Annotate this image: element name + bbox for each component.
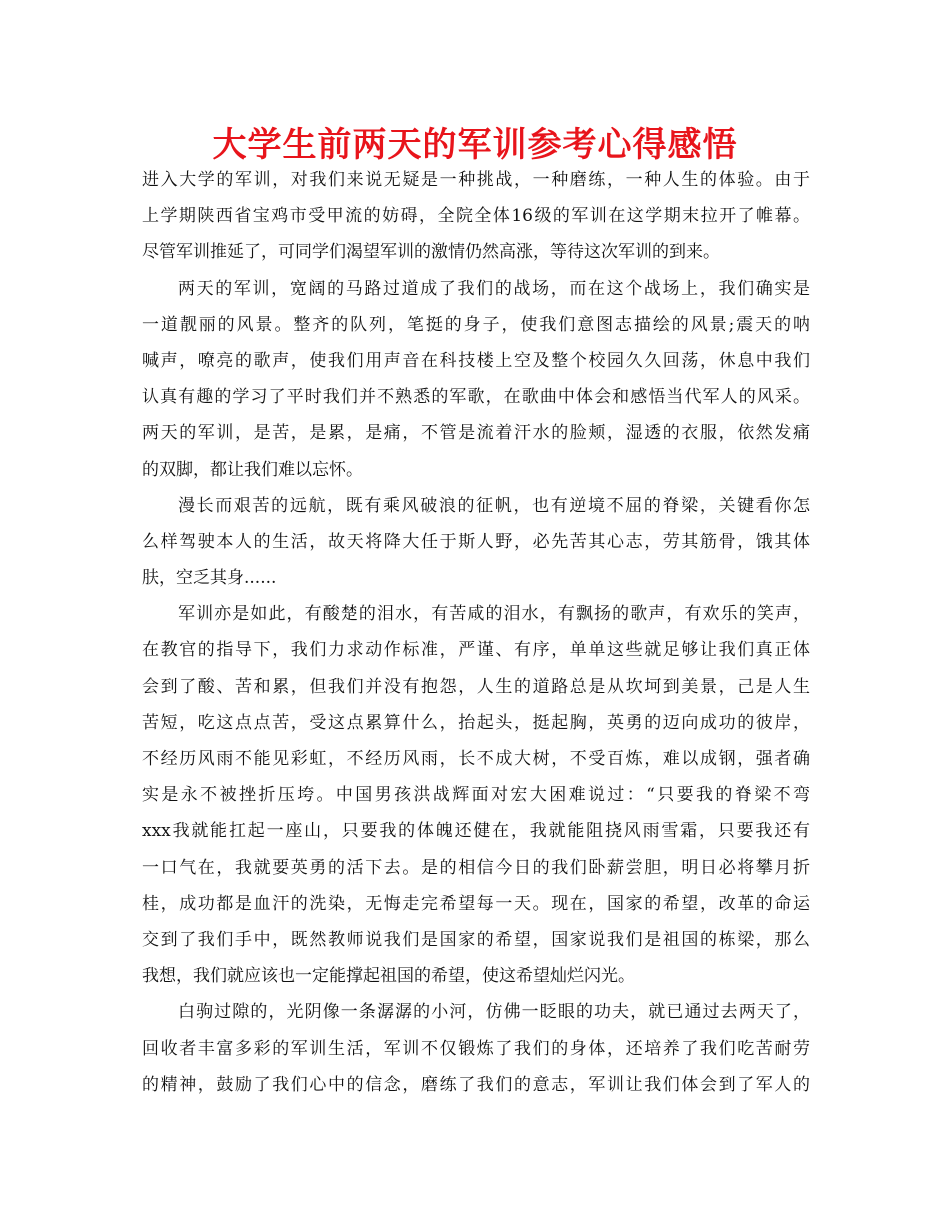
document-body <box>142 162 810 1103</box>
text-line: 么样驾驶本人的生活，故天将降大任于斯人野，必先苦其心志，劳其筋骨，饿其体 <box>142 531 810 552</box>
text-line: 两天的军训，宽阔的马路过道成了我们的战场，而在这个战场上，我们确实是 <box>178 278 810 299</box>
text-line: 会到了酸、苦和累，但我们并没有抱怨，人生的道路总是从坎坷到美景，己是人生 <box>142 676 810 697</box>
text-line: 一口气在，我就要英勇的活下去。是的相信今日的我们卧薪尝胆，明日必将攀月折 <box>142 857 810 878</box>
text-line: 桂，成功都是血汗的洗染，无悔走完希望每一天。现在，国家的希望，改革的命运 <box>142 893 810 914</box>
text-line: 一道靓丽的风景。整齐的队列，笔挺的身子，使我们意图志描绘的风景;震天的呐 <box>142 314 810 335</box>
text-line: 白驹过隙的，光阴像一条潺潺的小河，仿佛一眨眼的功夫，就已通过去两天了， <box>178 1002 810 1023</box>
text-line: 两天的军训，是苦，是累，是痛，不管是流着汗水的脸颊，湿透的衣服，依然发痛 <box>142 423 810 444</box>
text-line: 在教官的指导下，我们力求动作标准，严谨、有序，单单这些就足够让我们真正体 <box>142 640 810 661</box>
text-line: 不经历风雨不能见彩虹，不经历风雨，长不成大树，不受百炼，难以成钢，强者确 <box>142 749 810 769</box>
document-title: 大学生前两天的军训参考心得感悟 <box>212 125 738 165</box>
text-line: 军训亦是如此，有酸楚的泪水，有苦咸的泪水，有飘扬的歌声，有欢乐的笑声， <box>178 604 810 625</box>
text-line: 交到了我们手中，既然教师说我们是国家的希望，国家说我们是祖国的栋梁，那么 <box>142 929 810 950</box>
text-line: 肤，空乏其身...... <box>142 568 277 589</box>
text-line: 回收者丰富多彩的军训生活，军训不仅锻炼了我们的身体，还培养了我们吃苦耐劳 <box>142 1038 810 1059</box>
text-line: 认真有趣的学习了平时我们并不熟悉的军歌，在歌曲中体会和感悟当代军人的风采。 <box>142 387 810 408</box>
text-line: 上学期陕西省宝鸡市受甲流的妨碍，全院全体16级的军训在这学期末拉开了帷幕。 <box>142 206 810 227</box>
text-line: 尽管军训推延了，可同学们渴望军训的激情仍然高涨，等待这次军训的到来。 <box>142 242 720 263</box>
text-line: 喊声，嘹亮的歌声，使我们用声音在科技楼上空及整个校园久久回荡，休息中我们 <box>142 350 810 371</box>
text-line: 的精神，鼓励了我们心中的信念，磨练了我们的意志，军训让我们体会到了军人的 <box>142 1074 810 1095</box>
text-line: 我想，我们就应该也一定能撑起祖国的希望，使这希望灿烂闪光。 <box>142 966 635 987</box>
text-line: 实是永不被挫折压垮。中国男孩洪战辉面对宏大困难说过：“只要我的脊梁不弯 <box>142 785 810 806</box>
text-line: 进入大学的军训，对我们来说无疑是一种挑战，一种磨练，一种人生的体验。由于 <box>142 170 810 190</box>
text-line: 苦短，吃这点点苦，受这点累算什么，抬起头，挺起胸，英勇的迈向成功的彼岸， <box>142 712 810 733</box>
text-line: 漫长而艰苦的远航，既有乘风破浪的征帆，也有逆境不屈的脊梁，关键看你怎 <box>178 495 810 516</box>
text-line: xxx我就能扛起一座山，只要我的体魄还健在，我就能阻挠风雨雪霜，只要我还有 <box>142 821 810 842</box>
text-line: 的双脚，都让我们难以忘怀。 <box>142 459 363 480</box>
